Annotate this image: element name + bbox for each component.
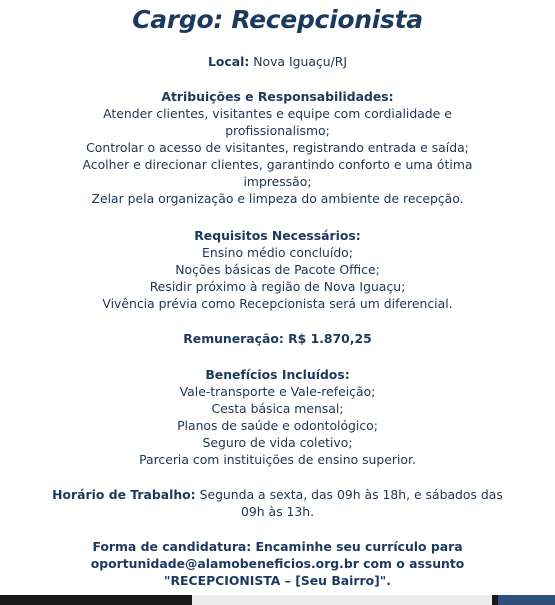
bottom-cropped-strip <box>0 595 555 605</box>
requirement-item: Noções básicas de Pacote Office; <box>175 262 380 277</box>
benefit-item: Parceria com instituições de ensino superior. <box>139 452 416 467</box>
requirement-item: Ensino médio concluído; <box>202 245 353 260</box>
application-section <box>0 538 555 589</box>
benefit-item: Seguro de vida coletivo; <box>202 435 353 450</box>
salary-line: Remuneração: R$ 1.870,25 <box>183 331 372 346</box>
schedule-line <box>0 486 555 520</box>
requirement-item: Vivência prévia como Recepcionista será um diferencial. <box>102 296 453 311</box>
cropped-document-edge <box>192 595 492 605</box>
responsibility-item: Acolher e direcionar clientes, garantindo conforto e uma ótima impressão; <box>82 157 473 189</box>
location-label: Local: <box>207 54 250 69</box>
responsibilities-heading: Atribuições e Responsabilidades: <box>161 89 394 104</box>
salary-section <box>0 330 555 347</box>
schedule-section <box>0 486 555 520</box>
responsibilities-section <box>0 88 555 207</box>
benefit-item: Planos de saúde e odontológico; <box>177 418 378 433</box>
benefit-item: Vale-transporte e Vale-refeição; <box>179 384 376 399</box>
application-instructions: Forma de candidatura: Encaminhe seu currículo para oportunidade@alamobeneficios.org.br com o assunto "RECEPCIONISTA – [Seu Bairro]". <box>90 539 465 588</box>
benefit-item: Cesta básica mensal; <box>211 401 344 416</box>
location-section <box>0 53 555 70</box>
responsibility-item: Controlar o acesso de visitantes, registrando entrada e saída; <box>86 140 469 155</box>
responsibility-item: Zelar pela organização e limpeza do ambiente de recepção. <box>91 191 464 206</box>
requirement-item: Residir próximo à região de Nova Iguaçu; <box>149 279 406 294</box>
requirements-heading: Requisitos Necessários: <box>194 228 361 243</box>
benefits-heading: Benefícios Incluídos: <box>205 367 350 382</box>
requirements-section <box>0 227 555 312</box>
benefits-section <box>0 366 555 468</box>
page-title: Cargo: Recepcionista <box>132 5 423 34</box>
location-value: Nova Iguaçu/RJ <box>249 54 348 69</box>
responsibility-item: Atender clientes, visitantes e equipe com cordialidade e profissionalismo; <box>103 106 452 138</box>
location-line <box>0 53 555 70</box>
schedule-value: Segunda a sexta, das 09h às 18h, e sábados das 09h às 13h. <box>195 487 503 519</box>
cropped-accent-block <box>498 595 555 605</box>
schedule-label: Horário de Trabalho: <box>52 487 196 502</box>
